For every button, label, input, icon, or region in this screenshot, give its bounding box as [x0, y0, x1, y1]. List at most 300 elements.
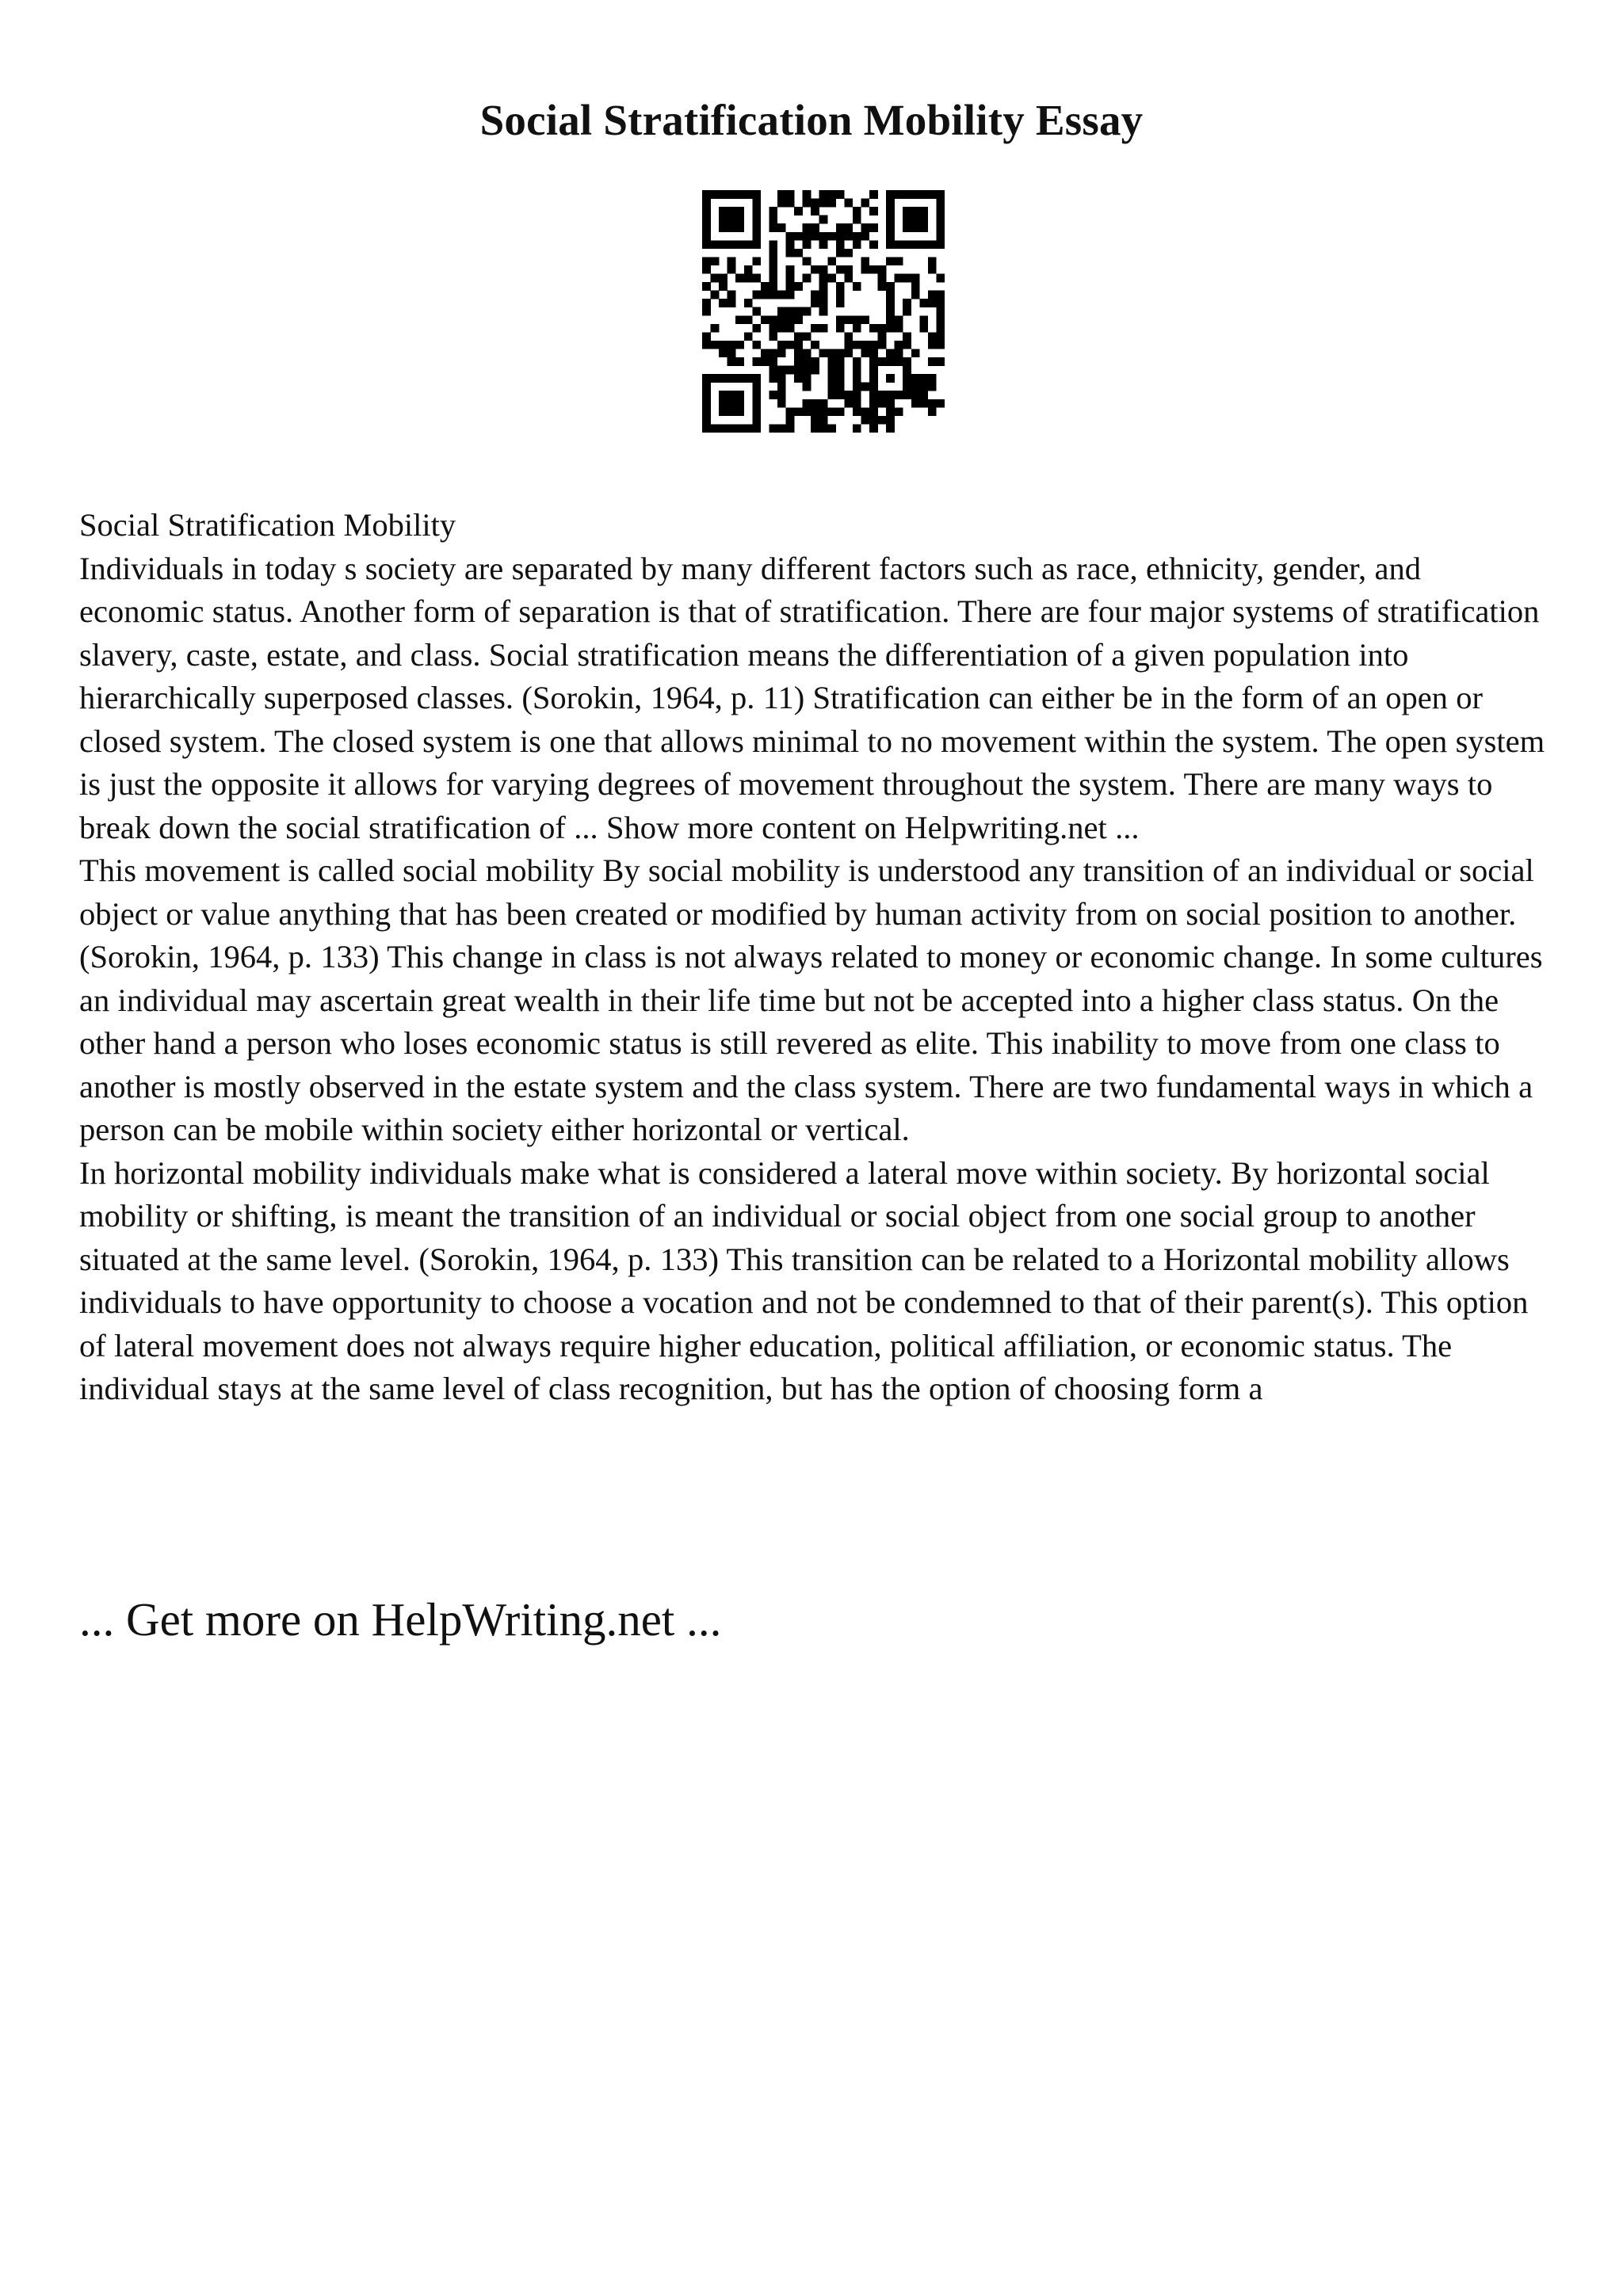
qr-module [702, 232, 711, 241]
qr-module [786, 341, 795, 349]
qr-module [911, 399, 920, 408]
qr-module [869, 374, 878, 383]
qr-module [752, 416, 761, 425]
qr-module [836, 299, 845, 307]
qr-module [711, 291, 720, 299]
qr-module [702, 391, 711, 399]
qr-module [744, 240, 753, 249]
qr-module [895, 257, 903, 265]
qr-module [911, 274, 920, 283]
qr-module [811, 299, 819, 307]
qr-module [711, 257, 720, 265]
essay-subtitle: Social Stratification Mobility [79, 507, 456, 543]
qr-module [819, 240, 828, 249]
qr-code-icon [702, 190, 945, 433]
qr-module [811, 399, 819, 408]
qr-module [769, 374, 777, 383]
qr-module [836, 223, 845, 232]
qr-module [803, 232, 812, 241]
qr-module [903, 223, 911, 232]
qr-module [803, 199, 812, 208]
qr-module [844, 391, 853, 399]
qr-module [803, 223, 812, 232]
qr-module [752, 341, 761, 349]
qr-module [786, 282, 795, 291]
qr-module [752, 274, 761, 283]
qr-module [936, 274, 945, 283]
qr-module [869, 324, 878, 333]
qr-module [903, 307, 911, 316]
qr-module [836, 374, 845, 383]
qr-module [752, 223, 761, 232]
qr-module [811, 265, 819, 274]
qr-module [735, 240, 744, 249]
qr-module [827, 383, 836, 391]
qr-module [777, 424, 786, 433]
qr-module [702, 282, 711, 291]
qr-module [769, 265, 777, 274]
qr-module [719, 341, 727, 349]
qr-module [702, 424, 711, 433]
qr-module [878, 332, 887, 341]
qr-module [886, 424, 895, 433]
qr-module [936, 307, 945, 316]
qr-module [869, 407, 878, 416]
qr-module [803, 349, 812, 357]
qr-module [869, 207, 878, 215]
qr-module [895, 341, 903, 349]
qr-module [836, 366, 845, 375]
qr-module [786, 240, 795, 249]
qr-module [811, 407, 819, 416]
qr-module [819, 232, 828, 241]
qr-module [769, 391, 777, 399]
qr-module [811, 324, 819, 333]
qr-module [836, 357, 845, 366]
qr-module [844, 274, 853, 283]
qr-module [786, 416, 795, 425]
qr-module [844, 223, 853, 232]
qr-module [702, 223, 711, 232]
qr-module [711, 374, 720, 383]
qr-module [886, 215, 895, 224]
qr-module [919, 240, 928, 249]
qr-module [861, 407, 869, 416]
qr-module [895, 190, 903, 199]
qr-module [878, 416, 887, 425]
qr-module [911, 240, 920, 249]
qr-module [827, 232, 836, 241]
qr-module [903, 357, 911, 366]
qr-module [886, 399, 895, 408]
qr-module [777, 324, 786, 333]
qr-module [819, 265, 828, 274]
qr-module [719, 424, 727, 433]
qr-module [903, 215, 911, 224]
qr-module [936, 199, 945, 208]
qr-module [803, 407, 812, 416]
qr-module [836, 282, 845, 291]
qr-module [752, 307, 761, 316]
qr-module [853, 215, 861, 224]
qr-module [769, 366, 777, 375]
qr-module [827, 374, 836, 383]
qr-module [886, 374, 895, 383]
qr-module [895, 391, 903, 399]
qr-module [761, 282, 769, 291]
qr-module [786, 407, 795, 416]
qr-module [819, 282, 828, 291]
qr-module [919, 399, 928, 408]
qr-module [752, 424, 761, 433]
qr-module [752, 232, 761, 241]
qr-module [727, 190, 736, 199]
qr-module [928, 190, 937, 199]
qr-module [844, 232, 853, 241]
qr-module [853, 357, 861, 366]
qr-module [819, 416, 828, 425]
qr-module [836, 190, 845, 199]
qr-module [903, 383, 911, 391]
qr-module [827, 366, 836, 375]
qr-module [928, 240, 937, 249]
qr-module [786, 291, 795, 299]
qr-module [886, 416, 895, 425]
qr-module [919, 190, 928, 199]
qr-module [752, 291, 761, 299]
qr-module [886, 282, 895, 291]
qr-module [769, 282, 777, 291]
qr-module [861, 265, 869, 274]
qr-module [869, 391, 878, 399]
qr-module [919, 299, 928, 307]
qr-module [786, 424, 795, 433]
qr-module [769, 349, 777, 357]
qr-module [903, 274, 911, 283]
qr-module [819, 199, 828, 208]
qr-module [761, 349, 769, 357]
qr-module [928, 265, 937, 274]
qr-module [819, 399, 828, 408]
qr-module [777, 341, 786, 349]
qr-module [853, 324, 861, 333]
qr-module [777, 374, 786, 383]
qr-module [786, 199, 795, 208]
qr-module [936, 240, 945, 249]
qr-module [777, 291, 786, 299]
qr-module [878, 274, 887, 283]
qr-module [853, 282, 861, 291]
qr-module [836, 291, 845, 299]
qr-module [936, 341, 945, 349]
qr-module [744, 374, 753, 383]
qr-module [794, 232, 803, 241]
qr-module [702, 383, 711, 391]
qr-module [769, 257, 777, 265]
qr-module [869, 424, 878, 433]
qr-module [711, 274, 720, 283]
qr-module [803, 366, 812, 375]
qr-module [752, 391, 761, 399]
qr-module [861, 257, 869, 265]
qr-module [735, 190, 744, 199]
qr-module [727, 374, 736, 383]
qr-module [861, 349, 869, 357]
qr-module [886, 299, 895, 307]
qr-module [936, 291, 945, 299]
qr-module [836, 324, 845, 333]
qr-module [702, 257, 711, 265]
qr-module [827, 391, 836, 399]
qr-module [727, 357, 736, 366]
qr-module [786, 249, 795, 257]
qr-module [919, 324, 928, 333]
qr-module [844, 332, 853, 341]
qr-module [752, 324, 761, 333]
qr-module [727, 265, 736, 274]
qr-module [719, 282, 727, 291]
qr-module [769, 207, 777, 215]
qr-module [827, 407, 836, 416]
qr-module [844, 199, 853, 208]
qr-module [769, 332, 777, 341]
qr-module [911, 207, 920, 215]
qr-module [886, 349, 895, 357]
qr-module [786, 366, 795, 375]
qr-module [803, 357, 812, 366]
qr-module [794, 374, 803, 383]
qr-module [878, 391, 887, 399]
document-title: Social Stratification Mobility Essay [479, 96, 1144, 144]
qr-module [827, 257, 836, 265]
qr-module [794, 332, 803, 341]
qr-module [794, 249, 803, 257]
qr-module [811, 341, 819, 349]
qr-module [811, 199, 819, 208]
qr-module [735, 407, 744, 416]
qr-module [777, 391, 786, 399]
qr-module [869, 366, 878, 375]
qr-module [744, 315, 753, 324]
qr-module [819, 324, 828, 333]
qr-module [803, 399, 812, 408]
qr-module [911, 215, 920, 224]
qr-module [744, 274, 753, 283]
qr-module [886, 257, 895, 265]
qr-module [895, 349, 903, 357]
qr-module [769, 274, 777, 283]
qr-module [794, 366, 803, 375]
qr-module [702, 207, 711, 215]
qr-module [702, 341, 711, 349]
qr-module [936, 299, 945, 307]
qr-module [886, 207, 895, 215]
qr-module [844, 265, 853, 274]
qr-module [752, 399, 761, 408]
qr-module [869, 190, 878, 199]
qr-module [786, 307, 795, 316]
qr-module [836, 315, 845, 324]
qr-module [803, 257, 812, 265]
qr-module [886, 291, 895, 299]
qr-module [794, 207, 803, 215]
qr-module [711, 324, 720, 333]
qr-module [903, 240, 911, 249]
qr-module [719, 349, 727, 357]
qr-module [786, 274, 795, 283]
qr-module [702, 199, 711, 208]
qr-module [936, 190, 945, 199]
qr-module [727, 257, 736, 265]
qr-module [811, 291, 819, 299]
qr-module [711, 341, 720, 349]
qr-module [777, 366, 786, 375]
qr-module [886, 232, 895, 241]
qr-module [719, 374, 727, 383]
qr-module [844, 349, 853, 357]
qr-module [853, 232, 861, 241]
qr-module [819, 274, 828, 283]
qr-module [886, 407, 895, 416]
qr-module [777, 349, 786, 357]
qr-module [752, 207, 761, 215]
qr-module [836, 232, 845, 241]
qr-module [752, 357, 761, 366]
qr-module [827, 349, 836, 357]
qr-module [719, 215, 727, 224]
qr-module [702, 416, 711, 425]
qr-module [752, 215, 761, 224]
qr-module [735, 357, 744, 366]
qr-module [794, 307, 803, 316]
qr-module [895, 315, 903, 324]
qr-module [769, 223, 777, 232]
qr-module [819, 215, 828, 224]
qr-module [861, 383, 869, 391]
qr-module [702, 299, 711, 307]
qr-module [811, 232, 819, 241]
qr-module [786, 190, 795, 199]
qr-module [861, 232, 869, 241]
qr-module [819, 407, 828, 416]
qr-module [735, 274, 744, 283]
get-more-link[interactable]: ... Get more on HelpWriting.net ... [79, 1593, 722, 1646]
qr-module [735, 207, 744, 215]
qr-module [702, 374, 711, 383]
qr-module [752, 383, 761, 391]
qr-module [827, 424, 836, 433]
qr-module [777, 307, 786, 316]
qr-module [727, 349, 736, 357]
qr-module [769, 324, 777, 333]
qr-module [702, 399, 711, 408]
qr-module [886, 315, 895, 324]
qr-module [903, 190, 911, 199]
qr-module [869, 399, 878, 408]
qr-module [895, 240, 903, 249]
qr-module [702, 307, 711, 316]
qr-module [928, 399, 937, 408]
qr-module [911, 282, 920, 291]
qr-module [903, 341, 911, 349]
qr-module [811, 207, 819, 215]
qr-module [702, 332, 711, 341]
qr-module [735, 391, 744, 399]
qr-module [752, 407, 761, 416]
qr-module [878, 357, 887, 366]
qr-module [719, 299, 727, 307]
qr-module [869, 265, 878, 274]
qr-module [819, 424, 828, 433]
qr-module [769, 357, 777, 366]
qr-module [803, 274, 812, 283]
qr-module [928, 357, 937, 366]
qr-module [827, 190, 836, 199]
qr-module [919, 383, 928, 391]
qr-module [844, 315, 853, 324]
qr-module [903, 391, 911, 399]
qr-module [853, 424, 861, 433]
qr-module [702, 265, 711, 274]
qr-module [735, 424, 744, 433]
qr-module [936, 332, 945, 341]
qr-module [819, 190, 828, 199]
qr-module [735, 315, 744, 324]
qr-module [827, 274, 836, 283]
qr-module [861, 199, 869, 208]
qr-module [928, 341, 937, 349]
qr-module [928, 299, 937, 307]
qr-module [803, 374, 812, 383]
qr-module [761, 315, 769, 324]
qr-module [727, 223, 736, 232]
qr-module [827, 199, 836, 208]
qr-module [769, 424, 777, 433]
qr-module [735, 215, 744, 224]
qr-module [794, 349, 803, 357]
qr-module [794, 357, 803, 366]
qr-module [878, 324, 887, 333]
qr-module [861, 341, 869, 349]
qr-module [928, 407, 937, 416]
qr-module [853, 207, 861, 215]
qr-module [744, 424, 753, 433]
qr-module [911, 391, 920, 399]
qr-module [878, 399, 887, 408]
qr-module [886, 199, 895, 208]
qr-module [936, 315, 945, 324]
qr-module [752, 190, 761, 199]
qr-module [886, 324, 895, 333]
qr-module [869, 383, 878, 391]
qr-module [853, 383, 861, 391]
qr-module [861, 315, 869, 324]
qr-module [886, 307, 895, 316]
qr-module [744, 190, 753, 199]
qr-module [861, 416, 869, 425]
qr-module [786, 315, 795, 324]
qr-module [794, 282, 803, 291]
qr-module [869, 240, 878, 249]
qr-module [853, 407, 861, 416]
qr-module [727, 291, 736, 299]
qr-module [786, 265, 795, 274]
qr-module [853, 391, 861, 399]
qr-module [727, 215, 736, 224]
qr-module [919, 315, 928, 324]
qr-module [936, 207, 945, 215]
qr-module [752, 199, 761, 208]
